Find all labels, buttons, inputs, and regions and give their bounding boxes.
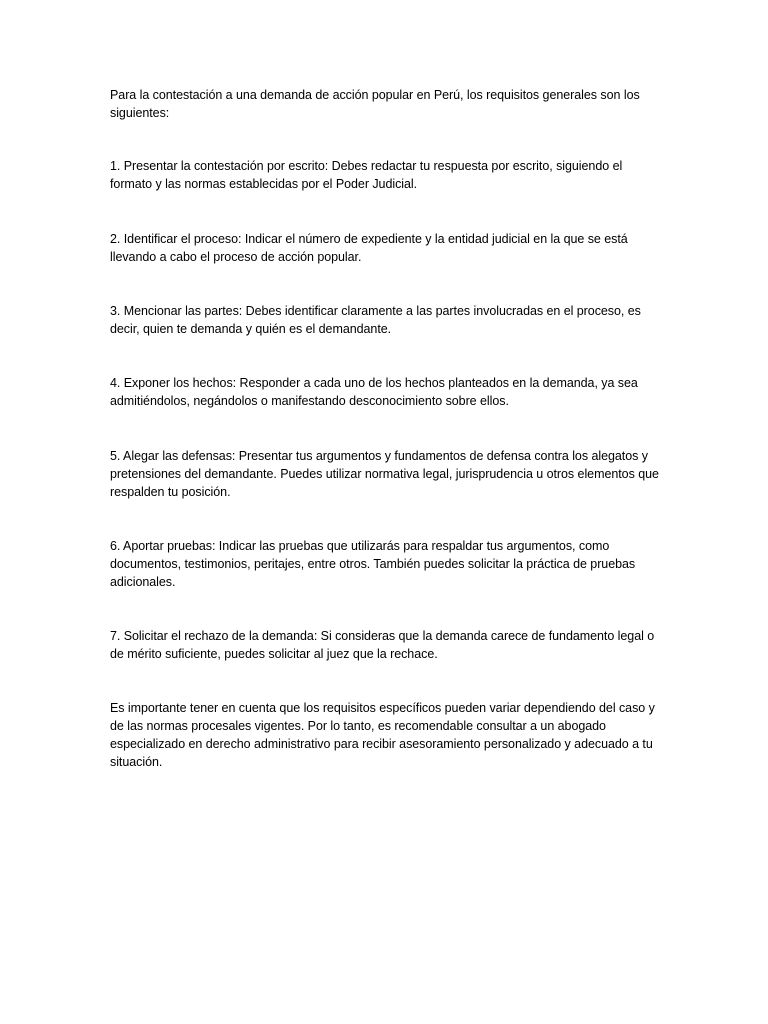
requirement-item-4: 4. Exponer los hechos: Responder a cada uno de los hechos planteados en la demanda, ya sea admitiéndolos, negándolos o manifestando desconocimiento sobre ellos.: [110, 376, 638, 408]
closing-paragraph: Es importante tener en cuenta que los requisitos específicos pueden variar dependiendo del caso y de las normas procesales vigentes. Por lo tanto, es recomendable consultar a un abogado especializado en derecho administrativo para recibir asesoramiento personalizado y adecuado a tu situación.: [110, 701, 655, 769]
requirement-item-2: 2. Identificar el proceso: Indicar el número de expediente y la entidad judicial en la que se está llevando a cabo el proceso de acción popular.: [110, 232, 628, 264]
requirement-item-3: 3. Mencionar las partes: Debes identificar claramente a las partes involucradas en el proceso, es decir, quien te demanda y quién es el demandante.: [110, 304, 641, 336]
intro-paragraph: Para la contestación a una demanda de acción popular en Perú, los requisitos generales son los siguientes:: [110, 88, 640, 120]
requirement-item-1: 1. Presentar la contestación por escrito: Debes redactar tu respuesta por escrito, siguiendo el formato y las normas establecidas por el Poder Judicial.: [110, 159, 623, 191]
requirement-item-6: 6. Aportar pruebas: Indicar las pruebas que utilizarás para respaldar tus argumentos, como documentos, testimonios, peritajes, entre otros. También puedes solicitar la práctica de pruebas adicionales.: [110, 539, 636, 589]
requirement-item-5: 5. Alegar las defensas: Presentar tus argumentos y fundamentos de defensa contra los alegatos y pretensiones del demandante. Puedes utilizar normativa legal, jurisprudencia u otros elementos que respalden tu posición.: [110, 449, 659, 499]
requirement-item-7: 7. Solicitar el rechazo de la demanda: Si consideras que la demanda carece de fundamento legal o de mérito suficiente, puedes solicitar al juez que la rechace.: [110, 629, 655, 661]
